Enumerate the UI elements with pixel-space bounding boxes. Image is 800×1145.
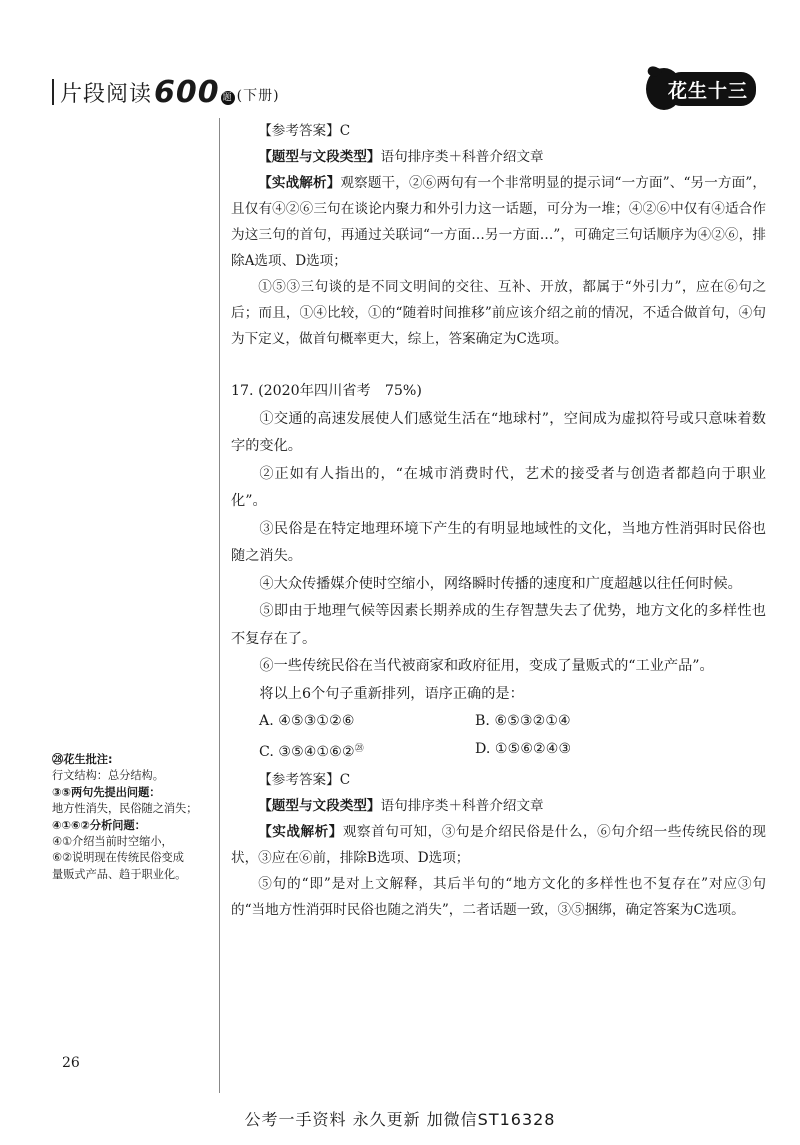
q17-sentence-2: ②正如有人指出的，“在城市消费时代，艺术的接受者与创造者都趋向于职业化”。 — [231, 465, 766, 509]
brand-name: 花生十三 — [668, 80, 749, 102]
sidenote-line: ④①介绍当前时空缩小， — [52, 835, 173, 849]
volume-label: (下册) — [236, 88, 280, 104]
q17-option-c-wrap — [231, 736, 475, 767]
sidenote-title: ㉘花生批注: — [52, 753, 113, 766]
q17-options-row-2 — [231, 736, 766, 767]
q17-option-c-note: ㉘ — [354, 743, 364, 754]
book-title — [52, 74, 280, 108]
sidenote-line: 量贩式产品、趋于职业化。 — [52, 867, 187, 881]
sidenote-line: ⑥②说明现在传统民俗变成 — [52, 851, 184, 865]
footer-watermark: 公考一手资料 永久更新 加微信ST16328 — [244, 1110, 556, 1129]
sidenote-line: 地方性消失，民俗随之消失； — [52, 802, 198, 816]
prev-analysis-1 — [231, 170, 766, 274]
q17-option-c: C. ③⑤④①⑥② — [259, 744, 355, 761]
question-17-solution — [231, 767, 766, 923]
q17-heading: 17. (2020年四川省考 75%) — [231, 383, 422, 399]
q17-answer: 【参考答案】C — [258, 771, 351, 788]
main-content — [231, 118, 766, 923]
q17-analysis-2: ⑤句的“即”是对上文解释，其后半句的“地方文化的多样性也不复存在”对应③句的“当地方性消弭时民俗也随之消失”，二者话题一致，③⑤捆绑，确定答案为C选项。 — [231, 875, 766, 918]
title-suffix-badge: 题 — [222, 93, 233, 103]
sidenote-line: ④①⑥②分析问题： — [52, 818, 146, 832]
side-annotation — [52, 752, 214, 883]
q17-option-d: D. ①⑤⑥②④③ — [475, 740, 572, 757]
q17-sentence-3: ③民俗是在特定地理环境下产生的有明显地域性的文化，当地方性消弭时民俗也随之消失。 — [231, 520, 766, 564]
q17-type — [231, 793, 766, 819]
q17-analysis-tag: 【实战解析】 — [258, 823, 343, 840]
q17-analysis-1 — [231, 819, 766, 871]
margin-divider — [219, 118, 220, 1093]
title-text: 片段阅读 — [60, 82, 153, 107]
q17-prompt: 将以上6个句子重新排列，语序正确的是： — [259, 685, 524, 702]
page-number: 26 — [62, 1055, 80, 1071]
title-number: 600 — [154, 75, 220, 110]
sidenote-line: ③⑤两句先提出问题： — [52, 785, 161, 799]
sidenote-line: 行文结构：总分结构。 — [52, 769, 164, 783]
prev-type-text: 语句排序类＋科普介绍文章 — [380, 149, 544, 165]
q17-sentence-6: ⑥一些传统民俗在当代被商家和政府征用，变成了量贩式的“工业产品”。 — [259, 658, 714, 674]
q17-option-a: A. ④⑤③①②⑥ — [259, 713, 355, 729]
q17-type-tag: 【题型与文段类型】 — [258, 797, 381, 814]
question-17 — [231, 378, 766, 767]
prev-analysis-text-1: 观察题干，②⑥两句有一个非常明显的提示词“一方面”、“另一方面”，且仅有④②⑥三句在谈论内聚力和外引力这一话题，可分为一堆；④②⑥中仅有④适合作为这三句的首句，再通过关联词“一方面…另一方面…”，可确定三句话顺序为④②⑥，排除A选项、D选项； — [231, 175, 767, 269]
prev-analysis-tag: 【实战解析】 — [258, 175, 341, 191]
prev-analysis-2: ①⑤③三句谈的是不同文明间的交往、互补、开放，都属于“外引力”，应在⑥句之后；而且，①④比较，①的“随着时间推移”前应该介绍之前的情况，不适合做首句，④句为下定义，做首句概率更大，综上，答案确定为C选项。 — [231, 279, 766, 347]
q17-type-text: 语句排序类＋科普介绍文章 — [380, 797, 544, 814]
q17-analysis-text-1: 观察首句可知，③句是介绍民俗是什么，⑥句介绍一些传统民俗的现状，③应在⑥前，排除B选项、D选项； — [231, 823, 767, 866]
prev-answer: 【参考答案】C — [258, 123, 351, 139]
prev-type — [231, 144, 766, 170]
previous-question-solution — [231, 118, 766, 352]
q17-sentence-1: ①交通的高速发展使人们感觉生活在“地球村”，空间成为虚拟符号或只意味着数字的变化。 — [231, 410, 766, 454]
q17-sentence-4: ④大众传播媒介使时空缩小，网络瞬时传播的速度和广度超越以往任何时候。 — [259, 575, 742, 592]
q17-option-b: B. ⑥⑤③②①④ — [475, 713, 571, 729]
q17-sentence-5: ⑤即由于地理气候等因素长期养成的生存智慧失去了优势，地方文化的多样性也不复存在了。 — [231, 603, 766, 647]
prev-type-tag: 【题型与文段类型】 — [258, 149, 381, 165]
q17-options-row-1 — [231, 708, 766, 736]
title-bar — [52, 79, 54, 105]
